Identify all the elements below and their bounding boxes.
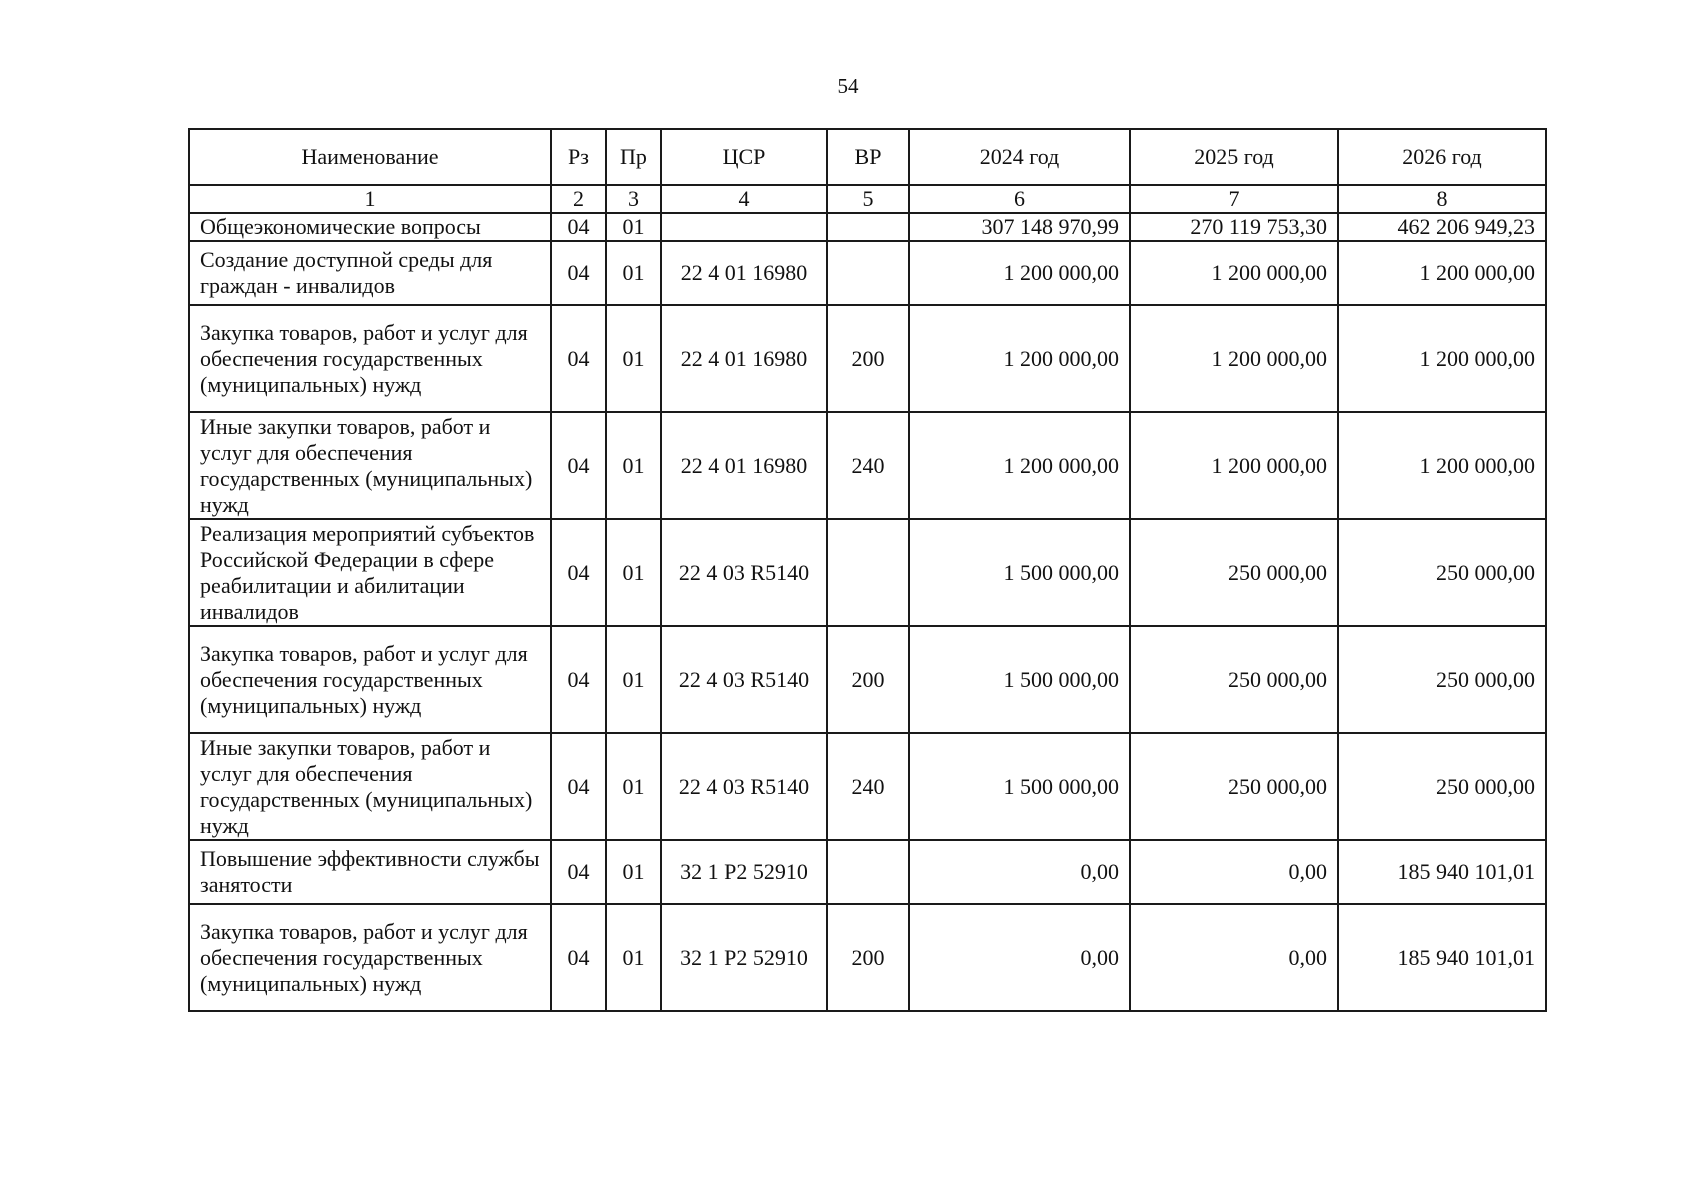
- row-vr: [827, 213, 909, 241]
- row-vr: 200: [827, 904, 909, 1011]
- row-name: Закупка товаров, работ и услуг для обеспечения государственных (муниципальных) нужд: [189, 904, 551, 1011]
- column-number: 8: [1338, 185, 1546, 213]
- row-rz: 04: [551, 626, 606, 733]
- row-2025: 250 000,00: [1130, 733, 1338, 840]
- table-row: [189, 412, 1546, 519]
- row-pr: 01: [606, 840, 661, 904]
- header-cell-2026: 2026 год: [1338, 129, 1546, 185]
- row-vr: 200: [827, 626, 909, 733]
- table-row: [189, 840, 1546, 904]
- row-vr: 200: [827, 305, 909, 412]
- header-cell-rz: Рз: [551, 129, 606, 185]
- row-csr: 32 1 P2 52910: [661, 840, 827, 904]
- row-csr: 22 4 01 16980: [661, 412, 827, 519]
- row-rz: 04: [551, 305, 606, 412]
- row-2026: 1 200 000,00: [1338, 412, 1546, 519]
- header-cell-2024: 2024 год: [909, 129, 1130, 185]
- table-row: [189, 733, 1546, 840]
- row-name: Закупка товаров, работ и услуг для обеспечения государственных (муниципальных) нужд: [189, 626, 551, 733]
- table-row: [189, 241, 1546, 305]
- row-pr: 01: [606, 412, 661, 519]
- row-pr: 01: [606, 626, 661, 733]
- header-cell-vr: ВР: [827, 129, 909, 185]
- table-row: [189, 904, 1546, 1011]
- row-2026: 250 000,00: [1338, 733, 1546, 840]
- budget-table: [188, 128, 1547, 1012]
- column-number: 1: [189, 185, 551, 213]
- row-pr: 01: [606, 213, 661, 241]
- row-pr: 01: [606, 241, 661, 305]
- row-csr: 22 4 03 R5140: [661, 626, 827, 733]
- row-2026: 250 000,00: [1338, 519, 1546, 626]
- row-vr: 240: [827, 733, 909, 840]
- row-pr: 01: [606, 904, 661, 1011]
- row-2024: 1 500 000,00: [909, 519, 1130, 626]
- table-row: [189, 626, 1546, 733]
- table-row: [189, 519, 1546, 626]
- header-cell-csr: ЦСР: [661, 129, 827, 185]
- row-2025: 1 200 000,00: [1130, 305, 1338, 412]
- row-rz: 04: [551, 519, 606, 626]
- row-vr: [827, 840, 909, 904]
- row-2024: 307 148 970,99: [909, 213, 1130, 241]
- row-2025: 0,00: [1130, 840, 1338, 904]
- row-name: Повышение эффективности службы занятости: [189, 840, 551, 904]
- row-2024: 1 500 000,00: [909, 626, 1130, 733]
- row-csr: 32 1 P2 52910: [661, 904, 827, 1011]
- row-csr: [661, 213, 827, 241]
- row-rz: 04: [551, 241, 606, 305]
- row-2026: 185 940 101,01: [1338, 840, 1546, 904]
- row-vr: 240: [827, 412, 909, 519]
- row-rz: 04: [551, 733, 606, 840]
- row-2025: 270 119 753,30: [1130, 213, 1338, 241]
- table-row: [189, 213, 1546, 241]
- row-vr: [827, 519, 909, 626]
- row-2024: 0,00: [909, 904, 1130, 1011]
- row-2024: 1 500 000,00: [909, 733, 1130, 840]
- row-rz: 04: [551, 213, 606, 241]
- row-2026: 1 200 000,00: [1338, 241, 1546, 305]
- row-name: Создание доступной среды для граждан - инвалидов: [189, 241, 551, 305]
- header-cell-pr: Пр: [606, 129, 661, 185]
- row-vr: [827, 241, 909, 305]
- row-2026: 1 200 000,00: [1338, 305, 1546, 412]
- row-name: Общеэкономические вопросы: [189, 213, 551, 241]
- row-csr: 22 4 03 R5140: [661, 519, 827, 626]
- row-2026: 462 206 949,23: [1338, 213, 1546, 241]
- row-csr: 22 4 03 R5140: [661, 733, 827, 840]
- row-pr: 01: [606, 733, 661, 840]
- column-number: 6: [909, 185, 1130, 213]
- row-pr: 01: [606, 305, 661, 412]
- row-rz: 04: [551, 412, 606, 519]
- header-row: [189, 129, 1546, 185]
- row-csr: 22 4 01 16980: [661, 241, 827, 305]
- row-2025: 1 200 000,00: [1130, 241, 1338, 305]
- row-name: Закупка товаров, работ и услуг для обеспечения государственных (муниципальных) нужд: [189, 305, 551, 412]
- row-2025: 0,00: [1130, 904, 1338, 1011]
- row-2026: 185 940 101,01: [1338, 904, 1546, 1011]
- row-2025: 1 200 000,00: [1130, 412, 1338, 519]
- row-name: Иные закупки товаров, работ и услуг для обеспечения государственных (муниципальных) нужд: [189, 412, 551, 519]
- header-cell-2025: 2025 год: [1130, 129, 1338, 185]
- page-number: 54: [837, 74, 859, 98]
- column-number: 7: [1130, 185, 1338, 213]
- row-2024: 1 200 000,00: [909, 305, 1130, 412]
- column-number: 4: [661, 185, 827, 213]
- row-pr: 01: [606, 519, 661, 626]
- column-number-row: [189, 185, 1546, 213]
- row-rz: 04: [551, 840, 606, 904]
- row-2024: 1 200 000,00: [909, 241, 1130, 305]
- row-csr: 22 4 01 16980: [661, 305, 827, 412]
- row-name: Иные закупки товаров, работ и услуг для обеспечения государственных (муниципальных) нужд: [189, 733, 551, 840]
- header-cell-name: Наименование: [189, 129, 551, 185]
- row-2025: 250 000,00: [1130, 626, 1338, 733]
- column-number: 3: [606, 185, 661, 213]
- row-2024: 1 200 000,00: [909, 412, 1130, 519]
- row-name: Реализация мероприятий субъектов Российской Федерации в сфере реабилитации и абилитации инвалидов: [189, 519, 551, 626]
- column-number: 2: [551, 185, 606, 213]
- table-row: [189, 305, 1546, 412]
- row-2026: 250 000,00: [1338, 626, 1546, 733]
- row-rz: 04: [551, 904, 606, 1011]
- column-number: 5: [827, 185, 909, 213]
- row-2025: 250 000,00: [1130, 519, 1338, 626]
- row-2024: 0,00: [909, 840, 1130, 904]
